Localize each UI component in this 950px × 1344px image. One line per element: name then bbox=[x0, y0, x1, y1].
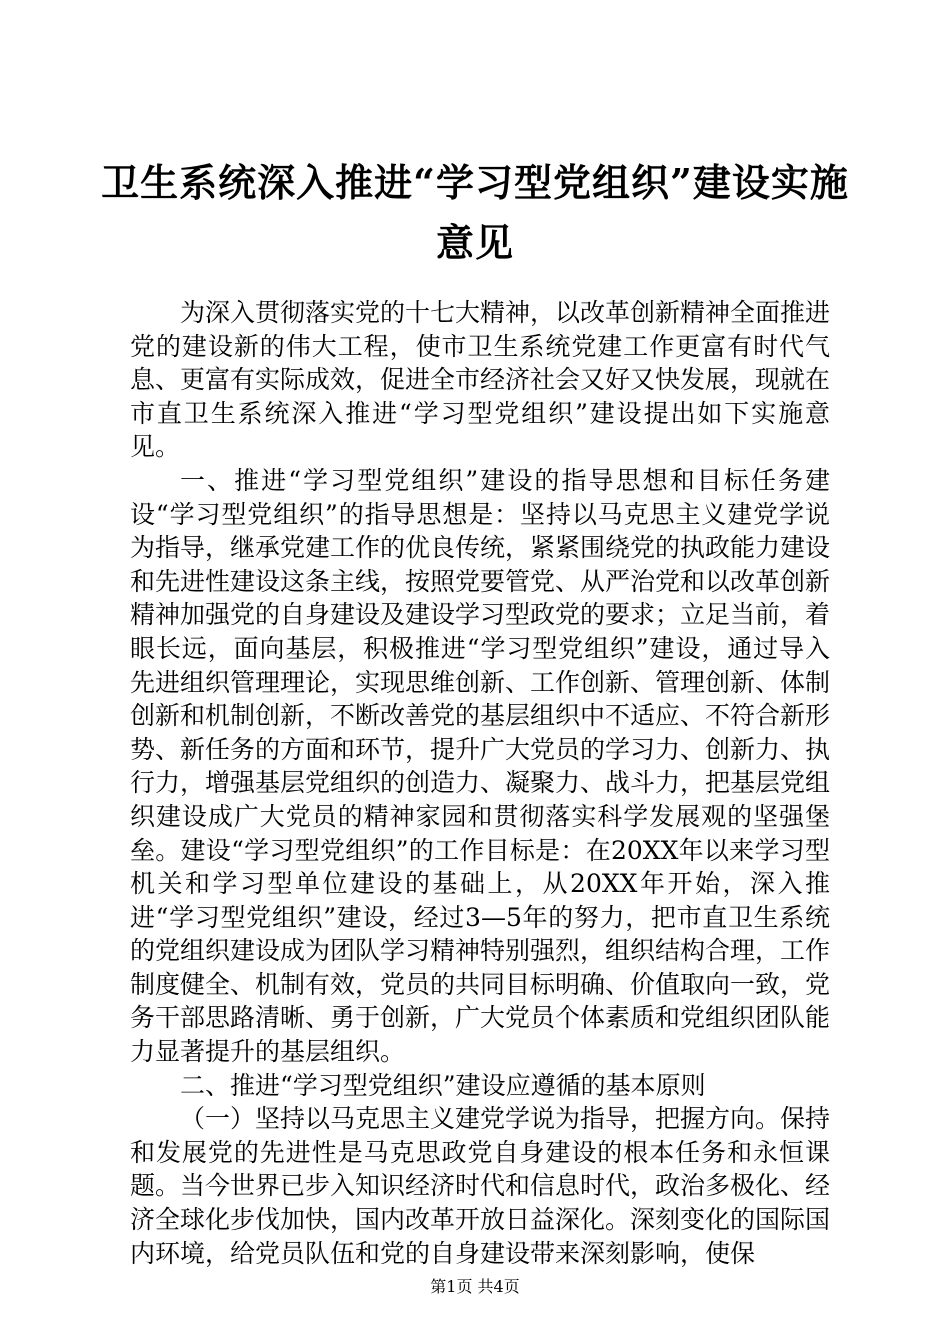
page-footer: 第1页 共4页 bbox=[430, 1277, 520, 1296]
paragraph-principle-1: （一）坚持以马克思主义建党学说为指导，把握方向。保持和发展党的先进性是马克思政党自身建设的根本任务和永恒课题。当今世界已步入知识经济时代和信息时代，政治多极化、经济全球化步伐加快，国内改革开放日益深化。深刻变化的国际国内环境，给党员队伍和党的自身建设带来深刻影响，使保 bbox=[130, 1104, 831, 1268]
document-title-line-2: 意见 bbox=[435, 220, 514, 265]
document-title-line-1: 卫生系统深入推进“学习型党组织”建设实施 bbox=[101, 160, 849, 205]
paragraph-section-1: 一、推进“学习型党组织”建设的指导思想和目标任务建设“学习型党组织”的指导思想是：坚持以马克思主义建党学说为指导，继承党建工作的优良传统，紧紧围绕党的执政能力建设和先进性建设这条主线，按照党要管党、从严治党和以改革创新精神加强党的自身建设及建设学习型政党的要求；立足当前，着眼长远，面向基层，积极推进“学习型党组织”建设，通过导入先进组织管理理论，实现思维创新、工作创新、管理创新、体制创新和机制创新，不断改善党的基层组织中不适应、不符合新形势、新任务的方面和环节，提升广大党员的学习力、创新力、执行力，增强基层党组织的创造力、凝聚力、战斗力，把基层党组织建设成广大党员的精神家园和贯彻落实科学发展观的坚强堡垒。建设“学习型党组织”的工作目标是：在20XX年以来学习型机关和学习型单位建设的基础上，从20XX年开始，深入推进“学习型党组织”建设，经过3—5年的努力，把市直卫生系统的党组织建设成为团队学习精神特别强烈，组织结构合理，工作制度健全、机制有效，党员的共同目标明确、价值取向一致，党务干部思路清晰、勇于创新，广大党员个体素质和党组织团队能力显著提升的基层组织。 bbox=[130, 465, 831, 1067]
document-body bbox=[130, 296, 830, 1270]
paragraph-intro: 为深入贯彻落实党的十七大精神，以改革创新精神全面推进党的建设新的伟大工程，使市卫生系统党建工作更富有时代气息、更富有实际成效，促进全市经济社会又好又快发展，现就在市直卫生系统深入推进“学习型党组织”建设提出如下实施意见。 bbox=[130, 298, 831, 462]
paragraph-section-2-heading: 二、推进“学习型党组织”建设应遵循的基本原则 bbox=[180, 1070, 706, 1100]
